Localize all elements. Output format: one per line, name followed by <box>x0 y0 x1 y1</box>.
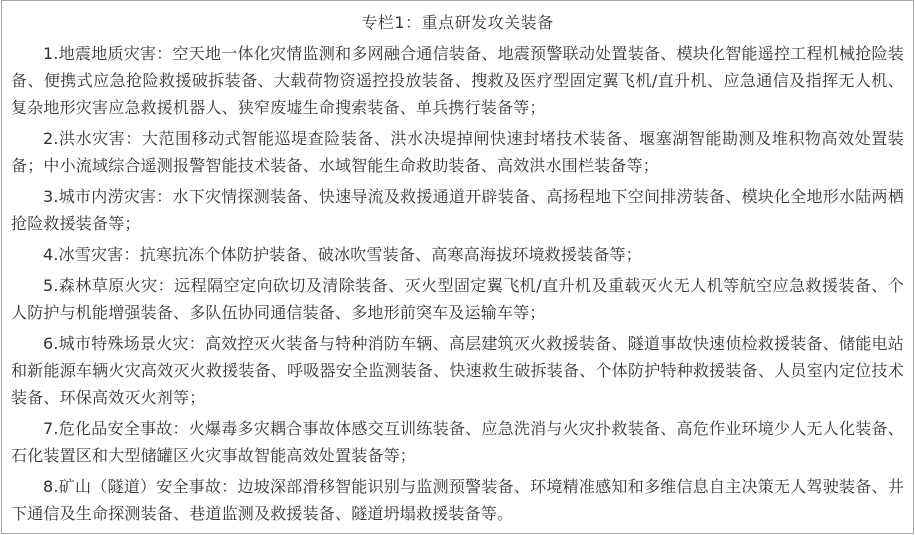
paragraph-earthquake-geological-disaster: 1.地震地质灾害：空天地一体化灾情监测和多网融合通信装备、地震预警联动处置装备、模块化智能遥控工程机械抢险装备、便携式应急抢险救援破拆装备、大载荷物资遥控投放装备、搜救及医疗型固定翼飞机/直升机、应急通信及指挥无人机、复杂地形灾害应急救援机器人、狭窄废墟生命搜索装备、单兵携行装备等； <box>11 44 904 117</box>
key-equipment-panel <box>1 0 914 534</box>
panel-title: 专栏1：重点研发攻关装备 <box>361 13 554 32</box>
paragraph-forest-grassland-fire: 5.森林草原火灾：远程隔空定向砍切及清除装备、灭火型固定翼飞机/直升机及重载灭火无人机等航空应急救援装备、个人防护与机能增强装备、多队伍协同通信装备、多地形前突车及运输车等； <box>11 276 904 322</box>
paragraph-mine-tunnel-accident: 8.矿山（隧道）安全事故：边坡深部滑移智能识别与监测预警装备、环境精准感知和多维信息自主决策无人驾驶装备、井下通信及生命探测装备、巷道监测及救援装备、隧道坍塌救援装备等。 <box>11 477 904 523</box>
paragraph-hazardous-chemical-accident: 7.危化品安全事故：火爆毒多灾耦合事故体感交互训练装备、应急洗消与火灾扑救装备、高危作业环境少人无人化装备、石化装置区和大型储罐区火灾事故智能高效处置装备等； <box>11 419 904 465</box>
paragraph-flood-disaster: 2.洪水灾害：大范围移动式智能巡堤查险装备、洪水决堤掉闸快速封堵技术装备、堰塞湖智能勘测及堆积物高效处置装备；中小流域综合遥测报警智能技术装备、水域智能生命救助装备、高效洪水围栏装备等； <box>11 129 904 175</box>
paragraph-urban-waterlogging-disaster: 3.城市内涝灾害：水下灾情探测装备、快速导流及救援通道开辟装备、高扬程地下空间排涝装备、模块化全地形水陆两栖抢险救援装备等； <box>11 187 904 233</box>
paragraph-ice-snow-disaster: 4.冰雪灾害：抗寒抗冻个体防护装备、破冰吹雪装备、高寒高海拔环境救援装备等； <box>43 245 642 264</box>
paragraph-urban-special-scene-fire: 6.城市特殊场景火灾：高效控灭火装备与特种消防车辆、高层建筑灭火救援装备、隧道事故快速侦检救援装备、储能电站和新能源车辆火灾高效灭火救援装备、呼吸器安全监测装备、快速救生破拆装备、个体防护特种救援装备、人员室内定位技术装备、环保高效灭火剂等； <box>11 334 904 407</box>
